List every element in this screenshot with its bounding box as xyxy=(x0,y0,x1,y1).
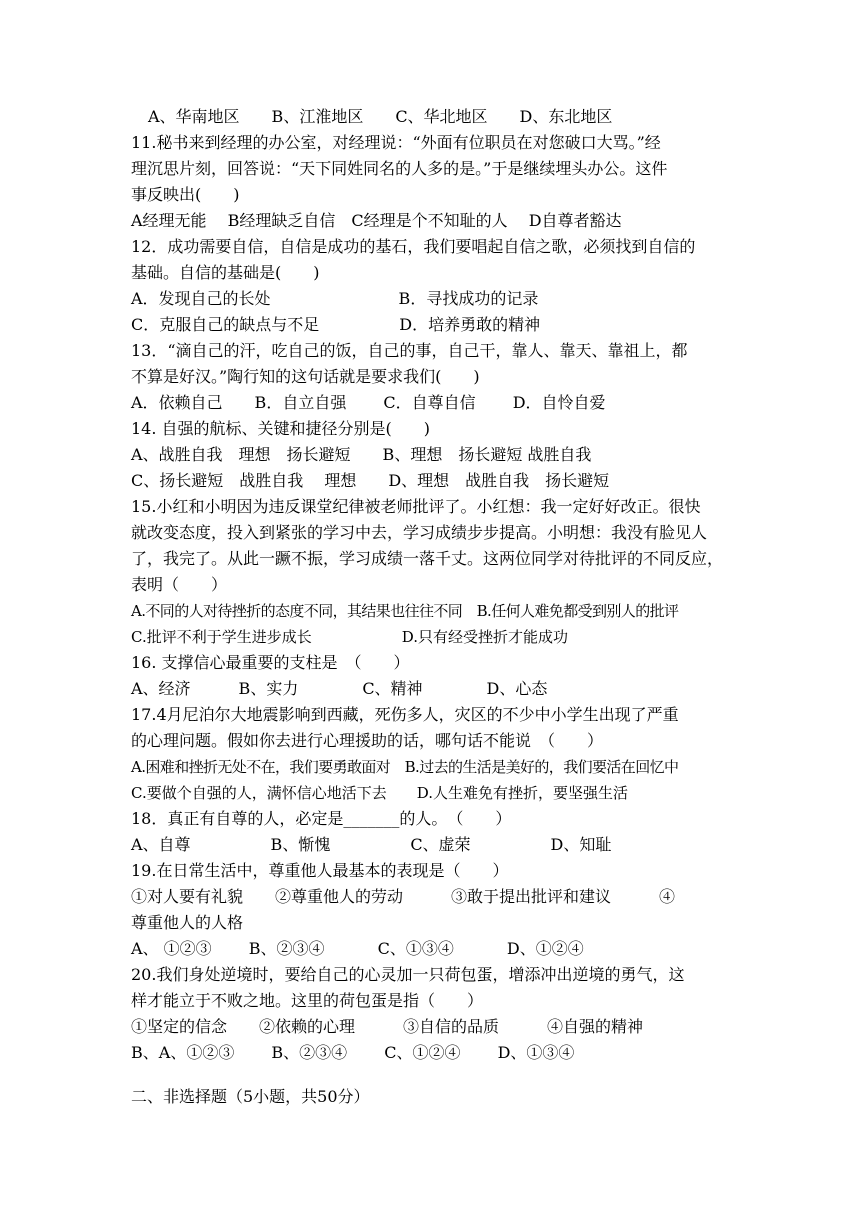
q19-stem: 19.在日常生活中，尊重他人最基本的表现是（ ） xyxy=(131,861,509,880)
q19-items-line2: 尊重他人的人格 xyxy=(131,913,244,932)
q19-items-line1: ①对人要有礼貌 ②尊重他人的劳动 ③敢于提出批评和建议 ④ xyxy=(131,887,676,906)
q13-stem-line1: 13．“滴自己的汗，吃自己的饭，自己的事，自己干，靠人、靠天、靠祖上，都 xyxy=(131,341,688,360)
q15-stem-line4: 表明（ ） xyxy=(131,575,228,594)
q20-items: ①坚定的信念 ②依赖的心理 ③自信的品质 ④自强的精神 xyxy=(131,1017,644,1036)
q15-stem-line3: 了，我完了。从此一蹶不振，学习成绩一落千丈。这两位同学对待批评的不同反应， xyxy=(131,549,724,568)
q20-stem-line1: 20.我们身处逆境时，要给自己的心灵加一只荷包蛋，增添冲出逆境的勇气，这 xyxy=(131,965,685,984)
q12-options-cd: C．克服自己的缺点与不足 D．培养勇敢的精神 xyxy=(131,315,541,334)
q20-options: B、A、①②③ B、②③④ C、①②④ D、①③④ xyxy=(131,1043,575,1062)
section-two-heading: 二、非选择题（5小题，共50分） xyxy=(131,1087,370,1106)
q15-stem-line1: 15.小红和小明因为违反课堂纪律被老师批评了。小红想：我一定好好改正。很快 xyxy=(131,497,701,516)
q11-stem-line2: 理沉思片刻，回答说：“天下同姓同名的人多的是。”于是继续埋头办公。这件 xyxy=(131,159,668,178)
q10-options: A、华南地区 B、江淮地区 C、华北地区 D、东北地区 xyxy=(148,107,613,126)
q14-options-ab: A、战胜自我 理想 扬长避短 B、理想 扬长避短 战胜自我 xyxy=(131,445,592,464)
q20-stem-line2: 样才能立于不败之地。这里的荷包蛋是指（ ） xyxy=(131,991,484,1010)
q11-options: A经理无能 B经理缺乏自信 C经理是个不知耻的人 D自尊者豁达 xyxy=(131,211,622,230)
q17-options-ab: A.困难和挫折无处不在，我们要勇敢面对 B.过去的生活是美好的，我们要活在回忆中 xyxy=(131,758,679,776)
q15-options-ab: A.不同的人对待挫折的态度不同，其结果也往往不同 B.任何人难免都受到别人的批评 xyxy=(131,602,679,620)
q18-stem: 18．真正有自尊的人，必定是_______的人。 （ ） xyxy=(131,809,512,828)
q11-stem-line3: 事反映出( ) xyxy=(131,185,240,204)
q17-stem-line2: 的心理问题。假如你去进行心理援助的话，哪句话不能说 （ ） xyxy=(131,731,604,750)
q19-options: A、 ①②③ B、②③④ C、①③④ D、①②④ xyxy=(131,939,584,958)
q17-options-cd: C.要做个自强的人，满怀信心地活下去 D.人生难免有挫折，要坚强生活 xyxy=(131,784,628,802)
q17-stem-line1: 17.4月尼泊尔大地震影响到西藏，死伤多人，灾区的不少中小学生出现了严重 xyxy=(131,705,679,724)
q12-stem-line2: 基础。自信的基础是( ) xyxy=(131,263,320,282)
q12-options-ab: A．发现自己的长处 B．寻找成功的记录 xyxy=(131,289,539,308)
q14-stem: 14. 自强的航标、关键和捷径分别是( ) xyxy=(131,419,431,438)
q12-stem-line1: 12．成功需要自信，自信是成功的基石，我们要唱起自信之歌，必须找到自信的 xyxy=(131,237,696,256)
q18-options: A、自尊 B、惭愧 C、虚荣 D、知耻 xyxy=(131,835,612,854)
q14-options-cd: C、扬长避短 战胜自我 理想 D、理想 战胜自我 扬长避短 xyxy=(131,471,610,490)
q13-stem-line2: 不算是好汉。”陶行知的这句话就是要求我们( ) xyxy=(131,367,480,386)
q11-stem-line1: 11.秘书来到经理的办公室，对经理说：“外面有位职员在对您破口大骂。”经 xyxy=(131,133,661,152)
q16-stem: 16. 支撑信心最重要的支柱是 （ ） xyxy=(131,653,410,672)
q15-options-cd: C.批评不利于学生进步成长 D.只有经受挫折才能成功 xyxy=(131,628,568,646)
q13-options: A．依赖自己 B．自立自强 C．自尊自信 D．自怜自爱 xyxy=(131,393,606,412)
q15-stem-line2: 就改变态度，投入到紧张的学习中去，学习成绩步步提高。小明想：我没有脸见人 xyxy=(131,523,708,542)
q16-options: A、经济 B、实力 C、精神 D、心态 xyxy=(131,679,548,698)
